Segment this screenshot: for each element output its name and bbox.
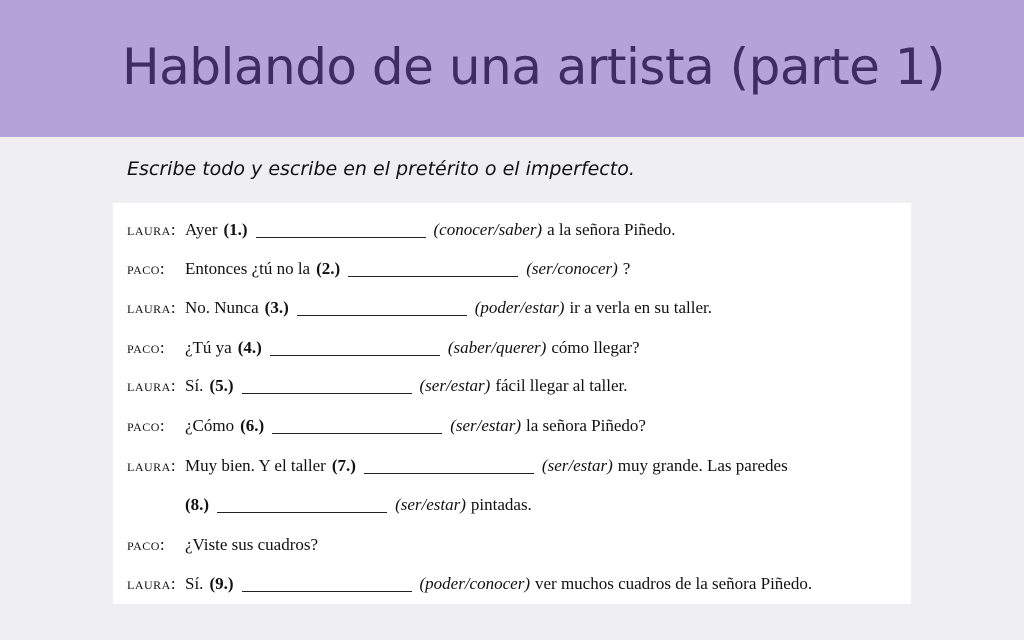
dialogue-line: [127, 569, 812, 599]
dialogue-line: [127, 215, 676, 245]
blank-number: (3.): [264, 298, 289, 317]
blank-number: (8.): [185, 495, 210, 514]
answer-blank[interactable]: [272, 419, 442, 434]
verb-hint: (ser/estar): [419, 376, 491, 395]
verb-hint: (ser/conocer): [526, 259, 618, 278]
speaker-name: PACO: [127, 263, 160, 277]
line-text-after: ver muchos cuadros de la señora Piñedo.: [534, 574, 813, 593]
line-text-before: ¿Cómo: [185, 416, 235, 435]
speaker-label: [127, 298, 185, 318]
slide-title: Hablando de una artista (parte 1): [122, 38, 946, 96]
blank-number: (6.): [240, 416, 265, 435]
speaker-colon: :: [159, 338, 165, 357]
line-text-after: fácil llegar al taller.: [495, 376, 628, 395]
speaker-name: PACO: [127, 342, 160, 356]
line-text-before: ¿Viste sus cuadros?: [185, 535, 319, 554]
line-text-before: Sí.: [185, 376, 204, 395]
answer-blank[interactable]: [348, 262, 518, 277]
dialogue-line: [127, 490, 532, 520]
dialogue-line: [127, 333, 640, 363]
blank-number: (5.): [209, 376, 234, 395]
dialogue-line: [127, 451, 788, 481]
dialogue-line: [127, 254, 630, 284]
speaker-colon: :: [159, 259, 165, 278]
dialogue-line: [127, 530, 324, 560]
answer-blank[interactable]: [256, 223, 426, 238]
speaker-colon: :: [159, 535, 165, 554]
speaker-name: LAURA: [127, 578, 171, 592]
speaker-label: [127, 220, 185, 240]
speaker-label: [127, 259, 185, 279]
speaker-label: [127, 338, 185, 358]
dialogue-line: [127, 411, 646, 441]
speaker-label: [127, 376, 185, 396]
verb-hint: (poder/conocer): [419, 574, 530, 593]
line-text-after: a la señora Piñedo.: [547, 220, 676, 239]
line-text-before: No. Nunca: [185, 298, 259, 317]
verb-hint: (ser/estar): [395, 495, 466, 514]
speaker-label: [127, 456, 185, 476]
answer-blank[interactable]: [217, 498, 387, 513]
answer-blank[interactable]: [270, 341, 440, 356]
blank-number: (9.): [209, 574, 234, 593]
speaker-name: LAURA: [127, 302, 171, 316]
answer-blank[interactable]: [364, 459, 534, 474]
speaker-label: [127, 495, 185, 515]
answer-blank[interactable]: [242, 379, 412, 394]
dialogue-line: [127, 293, 712, 323]
blank-number: (2.): [316, 259, 341, 278]
blank-number: (4.): [237, 338, 262, 357]
line-text-after: ?: [622, 259, 631, 278]
verb-hint: (ser/estar): [450, 416, 522, 435]
speaker-label: [127, 535, 185, 555]
line-text-after: la señora Piñedo?: [526, 416, 646, 435]
verb-hint: (ser/estar): [541, 456, 613, 475]
line-text-before: Muy bien. Y el taller: [185, 456, 326, 475]
instruction-text: Escribe todo y escribe en el pretérito o el imperfecto.: [127, 158, 635, 180]
line-text-before: Ayer: [185, 220, 218, 239]
speaker-label: [127, 416, 185, 436]
speaker-colon: :: [170, 456, 176, 475]
speaker-colon: :: [170, 376, 176, 395]
speaker-name: LAURA: [127, 460, 171, 474]
verb-hint: (poder/estar): [474, 298, 565, 317]
speaker-colon: :: [170, 574, 176, 593]
speaker-colon: :: [170, 298, 176, 317]
speaker-colon: :: [159, 416, 165, 435]
answer-blank[interactable]: [297, 301, 467, 316]
speaker-name: PACO: [127, 539, 160, 553]
answer-blank[interactable]: [242, 577, 412, 592]
line-text-after: muy grande. Las paredes: [617, 456, 788, 475]
dialogue-line: [127, 371, 628, 401]
speaker-name: LAURA: [127, 380, 171, 394]
blank-number: (1.): [223, 220, 248, 239]
speaker-colon: :: [170, 220, 176, 239]
speaker-label: [127, 574, 185, 594]
line-text-before: Entonces ¿tú no la: [185, 259, 311, 278]
line-text-after: cómo llegar?: [551, 338, 640, 357]
blank-number: (7.): [331, 456, 356, 475]
line-text-before: ¿Tú ya: [185, 338, 232, 357]
line-text-before: Sí.: [185, 574, 204, 593]
speaker-name: LAURA: [127, 224, 171, 238]
verb-hint: (conocer/saber): [433, 220, 543, 239]
verb-hint: (saber/querer): [447, 338, 547, 357]
speaker-name: PACO: [127, 420, 160, 434]
line-text-after: pintadas.: [470, 495, 532, 514]
line-text-after: ir a verla en su taller.: [569, 298, 713, 317]
dialogue-panel: [113, 203, 911, 604]
